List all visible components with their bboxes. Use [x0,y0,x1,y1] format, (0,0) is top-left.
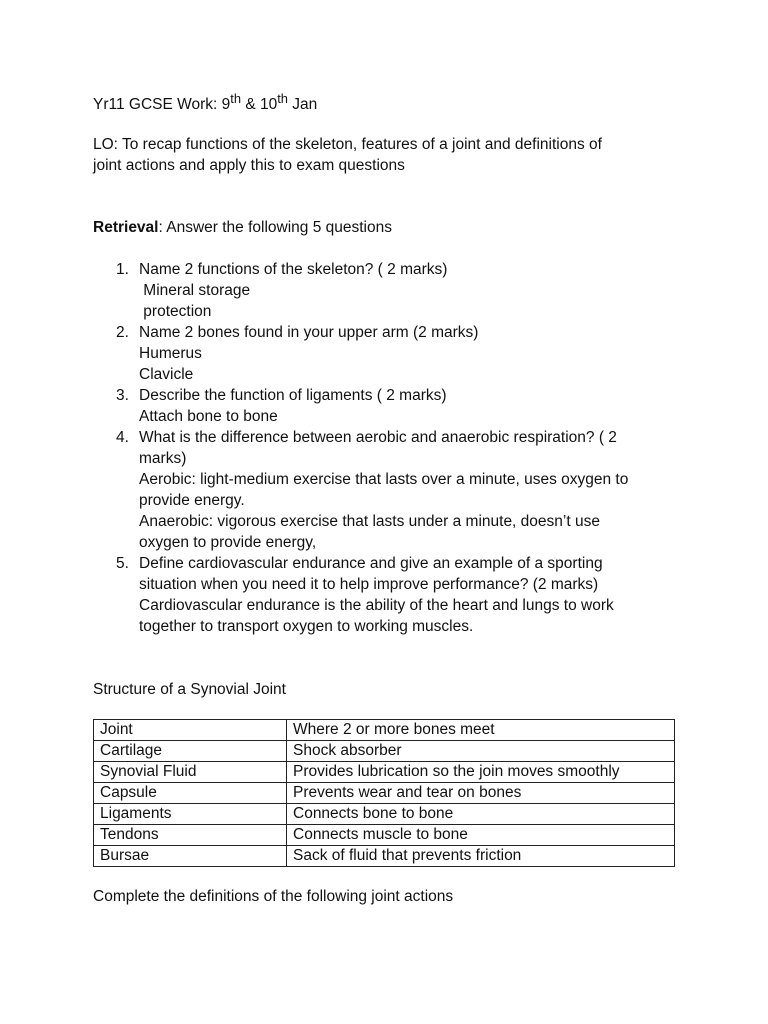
title-text-mid: & 10 [241,96,278,114]
retrieval-text: : Answer the following 5 questions [158,219,392,237]
table-row [94,720,675,741]
question-item [93,427,693,553]
question-text: Define cardiovascular endurance and give an example of a sporting [139,555,603,573]
joint-definition-cell: Connects muscle to bone [287,825,675,846]
table-row [94,804,675,825]
section-title-synovial-joint: Structure of a Synovial Joint [93,681,286,699]
joint-definition-cell: Where 2 or more bones meet [287,720,675,741]
question-number: 4. [116,429,129,447]
joint-feature-cell: Tendons [94,825,287,846]
retrieval-heading [93,217,693,238]
question-text: Name 2 bones found in your upper arm (2 marks) [139,324,479,342]
title-sup-1: th [230,91,242,106]
answer-text: Cardiovascular endurance is the ability of the heart and lungs to work [139,597,614,615]
joint-feature-cell: Cartilage [94,741,287,762]
question-list [93,259,693,637]
table-row [94,825,675,846]
title-text: Yr11 GCSE Work: 9 [93,96,231,114]
question-item [93,385,693,427]
joint-feature-cell: Capsule [94,783,287,804]
answer-text: Clavicle [139,366,194,384]
joint-feature-cell: Ligaments [94,804,287,825]
answer-text: Humerus [139,345,202,363]
question-item [93,322,693,385]
question-text: What is the difference between aerobic and anaerobic respiration? ( 2 [139,429,617,447]
title-text-end: Jan [287,96,318,114]
answer-text: Mineral storage [139,282,251,300]
question-number: 2. [116,324,129,342]
table-row [94,783,675,804]
joint-feature-cell: Joint [94,720,287,741]
joint-definition-cell: Provides lubrication so the join moves smoothly [287,762,675,783]
joint-definition-cell: Connects bone to bone [287,804,675,825]
answer-text: oxygen to provide energy, [139,534,317,552]
question-item [93,553,693,637]
table-row [94,741,675,762]
answer-text: Anaerobic: vigorous exercise that lasts under a minute, doesn’t use [139,513,600,531]
question-number: 5. [116,555,129,573]
answer-text: protection [139,303,212,321]
document-title [93,88,693,115]
question-text: marks) [139,450,187,468]
synovial-joint-table [93,719,675,867]
question-number: 1. [116,261,129,279]
answer-text: provide energy. [139,492,245,510]
joint-feature-cell: Bursae [94,846,287,867]
joint-actions-instruction: Complete the definitions of the following joint actions [93,888,454,906]
question-text: Describe the function of ligaments ( 2 marks) [139,387,447,405]
retrieval-label: Retrieval [93,219,159,237]
question-text: Name 2 functions of the skeleton? ( 2 marks) [139,261,448,279]
answer-text: together to transport oxygen to working muscles. [139,618,474,636]
table-row [94,846,675,867]
document-page [93,88,693,907]
lo-line-1: LO: To recap functions of the skeleton, features of a joint and definitions of [93,136,602,154]
learning-objective [93,134,693,176]
answer-text: Aerobic: light-medium exercise that lasts over a minute, uses oxygen to [139,471,629,489]
joint-definition-cell: Shock absorber [287,741,675,762]
title-sup-2: th [277,91,288,106]
table-row [94,762,675,783]
question-item [93,259,693,322]
question-text: situation when you need it to help improve performance? (2 marks) [139,576,599,594]
joint-definition-cell: Sack of fluid that prevents friction [287,846,675,867]
question-number: 3. [116,387,129,405]
joint-feature-cell: Synovial Fluid [94,762,287,783]
joint-definition-cell: Prevents wear and tear on bones [287,783,675,804]
lo-line-2: joint actions and apply this to exam questions [93,157,405,175]
answer-text: Attach bone to bone [139,408,278,426]
